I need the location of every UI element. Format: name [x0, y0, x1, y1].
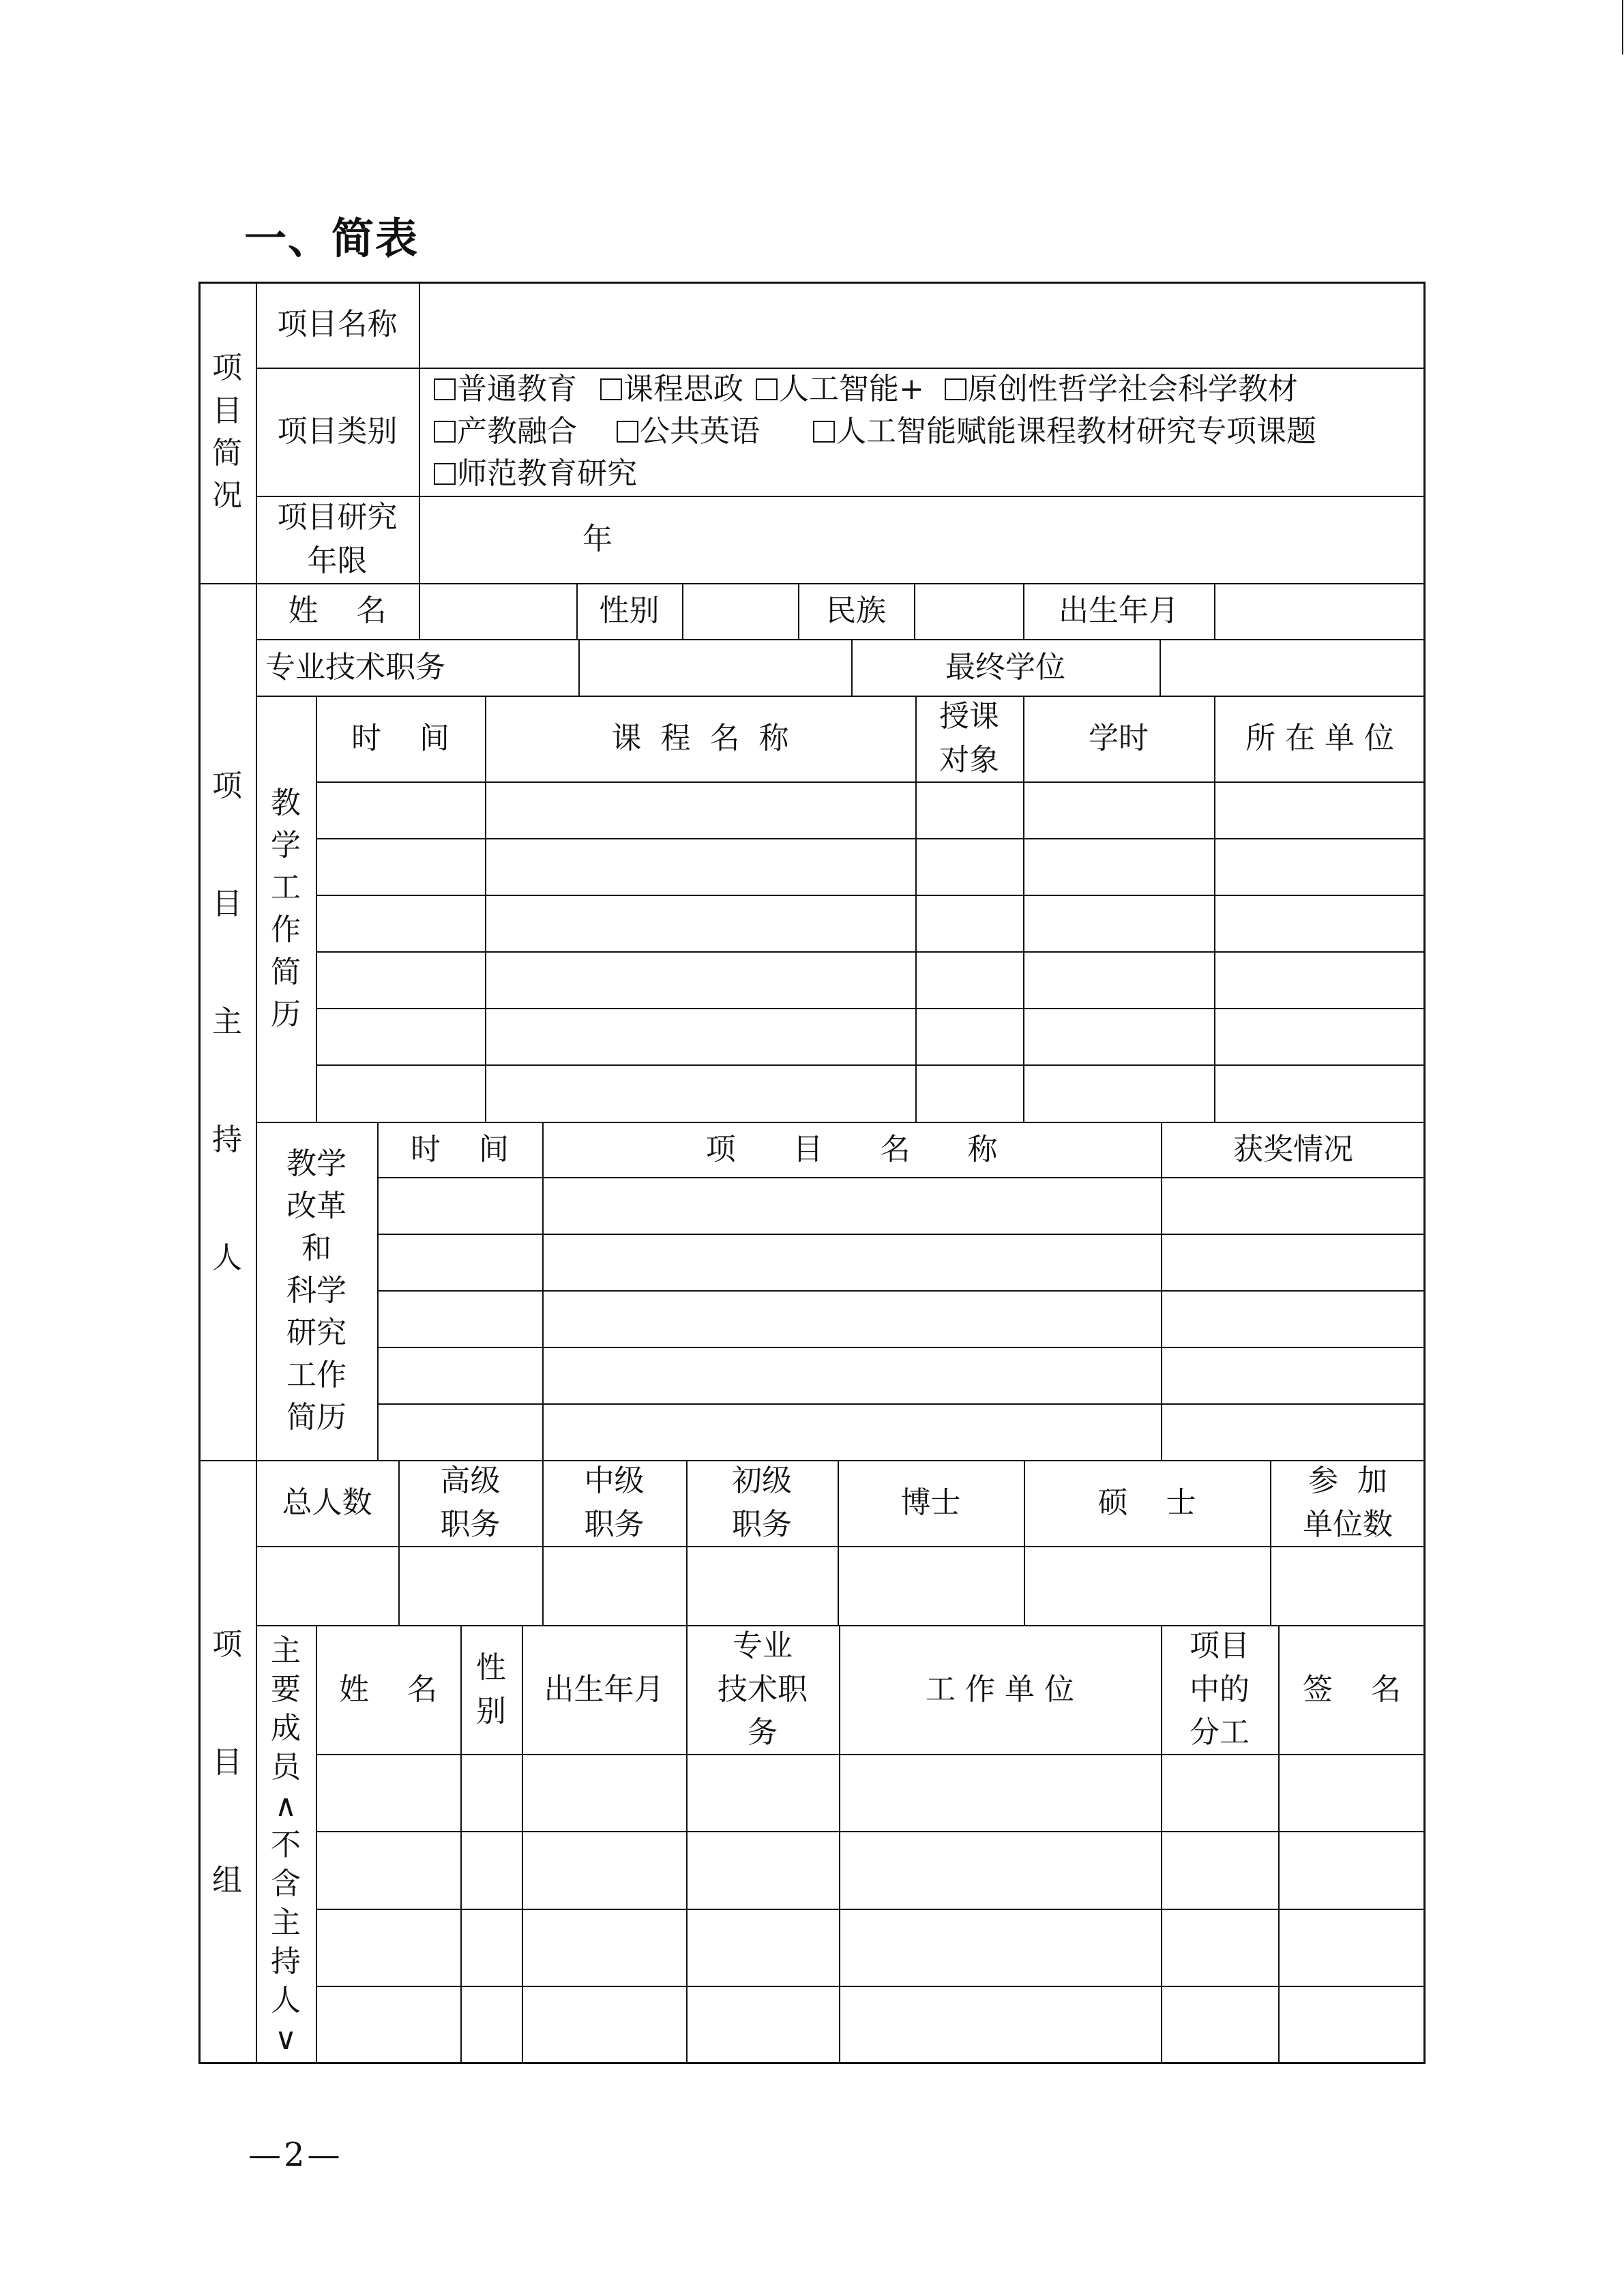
team-master-header: 硕 士: [1097, 1485, 1196, 1521]
side-char: 教: [271, 785, 301, 820]
side-char: 作: [271, 912, 301, 947]
header-line: 项目: [1190, 1628, 1250, 1663]
category-option[interactable]: [434, 414, 577, 449]
teaching-header-time: 时 间: [351, 721, 449, 756]
category-option[interactable]: [600, 372, 743, 406]
side-char: 改革: [286, 1189, 346, 1223]
checkbox[interactable]: [813, 421, 835, 443]
row-line: [316, 1831, 1426, 1832]
row-line: [316, 1008, 1426, 1009]
row-line: [316, 781, 1426, 783]
header-line: 职务: [440, 1507, 501, 1542]
header-line: 技术职: [718, 1671, 808, 1707]
row-line: [256, 1546, 1426, 1547]
header-line: 高级: [440, 1463, 501, 1499]
side-char: 简: [271, 954, 301, 989]
project-name-label: 项目名称: [277, 307, 398, 342]
header-line: 中级: [584, 1463, 645, 1499]
category-option[interactable]: [945, 372, 1298, 406]
host-degree-label: 最终学位: [945, 649, 1065, 685]
header-line: 单位数: [1303, 1507, 1393, 1542]
side-char: ∧: [274, 1788, 297, 1823]
project-category-options: [434, 368, 1426, 495]
side-char: 况: [212, 478, 242, 513]
category-label: 产教融合: [457, 414, 577, 449]
teaching-header-unit: 所 在 单 位: [1245, 721, 1394, 756]
header-line: 对象: [939, 743, 999, 777]
teaching-header-course: 课 程 名 称: [611, 721, 789, 756]
member-header-birth: 出生年月: [544, 1671, 664, 1707]
checkbox[interactable]: [617, 421, 638, 443]
category-option[interactable]: [434, 372, 577, 406]
project-category-label: 项目类别: [277, 414, 398, 449]
side-char: 项: [212, 768, 242, 803]
side-char: 人: [212, 1240, 242, 1275]
side-char: 不: [271, 1827, 301, 1862]
category-option[interactable]: [617, 414, 760, 449]
header-line: 授课: [939, 699, 999, 734]
team-units-header: [1270, 1460, 1426, 1546]
member-header-title: [686, 1625, 839, 1754]
side-char: 目: [212, 1744, 242, 1780]
side-char: 和: [301, 1231, 331, 1266]
host-gender-field[interactable]: [682, 583, 798, 639]
period-unit: 年: [582, 522, 612, 557]
side-char: 项: [212, 351, 242, 386]
checkbox[interactable]: [434, 463, 456, 485]
side-char: 主: [271, 1905, 301, 1940]
member-header-name: 姓 名: [339, 1671, 437, 1707]
checkbox[interactable]: [434, 378, 456, 400]
row-line: [316, 838, 1426, 839]
category-label: 普通教育: [457, 372, 577, 406]
header-line: 性: [476, 1650, 506, 1685]
side-char: 科学: [286, 1273, 346, 1308]
period-label-line: 年限: [307, 543, 368, 578]
category-label: 师范教育研究: [457, 456, 637, 491]
category-label: 人工智能+: [779, 372, 924, 406]
host-gender-label: 性别: [599, 593, 660, 629]
row-line: [377, 1177, 1426, 1178]
category-label: 公共英语: [640, 414, 760, 449]
side-char: 教学: [286, 1146, 346, 1181]
side-char: 学: [271, 827, 301, 863]
side-char: ∨: [274, 2021, 297, 2057]
host-birth-field[interactable]: [1214, 583, 1426, 639]
row-line: [316, 1754, 1426, 1755]
checkbox[interactable]: [756, 378, 778, 400]
teaching-side-label: [256, 696, 316, 1122]
header-line: 职务: [732, 1507, 792, 1542]
host-degree-field[interactable]: [1160, 639, 1426, 696]
row-line: [316, 951, 1426, 953]
member-header-signature: 签 名: [1303, 1671, 1401, 1707]
row-line: [316, 895, 1426, 896]
team-mid-header: [542, 1460, 686, 1546]
side-char: 成: [271, 1710, 301, 1746]
row-line: [377, 1347, 1426, 1348]
host-name-field[interactable]: [419, 583, 576, 639]
team-junior-header: [686, 1460, 838, 1546]
category-label: 原创性哲学社会科学教材: [967, 372, 1298, 406]
team-total-header: 总人数: [282, 1485, 372, 1521]
side-char: 含: [271, 1866, 301, 1901]
row-line: [377, 1234, 1426, 1235]
side-char: 要: [271, 1671, 301, 1707]
category-option[interactable]: [756, 372, 924, 406]
header-line: 参 加: [1308, 1463, 1387, 1499]
header-line: 务: [748, 1715, 778, 1750]
side-char: 员: [271, 1749, 301, 1785]
side-char: 项: [212, 1626, 242, 1662]
checkbox[interactable]: [600, 378, 622, 400]
side-char: 持: [271, 1943, 301, 1979]
research-header-project: 项 目 名 称: [705, 1131, 998, 1167]
row-line: [316, 1909, 1426, 1910]
category-label: 人工智能赋能课程教材研究专项课题: [836, 414, 1316, 449]
member-header-role: [1161, 1625, 1278, 1754]
host-title-field[interactable]: [578, 639, 851, 696]
side-char: 持: [212, 1122, 242, 1157]
side-char: 工作: [286, 1358, 346, 1392]
overview-side-label: [198, 282, 256, 583]
host-birth-label: 出生年月: [1059, 593, 1179, 629]
side-char: 研究: [286, 1315, 346, 1350]
header-line: 分工: [1190, 1715, 1250, 1750]
page-edge-mark: [1622, 0, 1623, 55]
project-name-field[interactable]: [419, 282, 1426, 368]
team-senior-header: [398, 1460, 542, 1546]
header-line: 职务: [584, 1507, 645, 1542]
header-line: 中的: [1190, 1671, 1250, 1707]
side-char: 主: [212, 1004, 242, 1039]
category-label: 课程思政: [623, 372, 743, 406]
side-char: 主: [271, 1632, 301, 1668]
side-char: 简: [212, 436, 242, 471]
section-heading: 一、简表: [244, 213, 419, 263]
category-option[interactable]: [434, 456, 637, 491]
side-char: 目: [212, 393, 242, 428]
host-ethnicity-label: 民族: [826, 593, 886, 629]
checkbox[interactable]: [434, 421, 456, 443]
side-char: 目: [212, 886, 242, 921]
host-side-label: [198, 583, 256, 1460]
member-header-gender: [460, 1625, 522, 1754]
teaching-header-hours: 学时: [1089, 721, 1149, 756]
research-header-time: 时 间: [411, 1131, 509, 1167]
project-period-label: [256, 496, 419, 583]
host-title-label: 专业技术职务: [265, 649, 445, 685]
category-option[interactable]: [813, 414, 1316, 449]
side-char: 人: [271, 1982, 301, 2018]
side-char: 组: [212, 1862, 242, 1898]
row-line: [377, 1290, 1426, 1292]
team-side-label: [198, 1460, 256, 2064]
host-name-label: 姓 名: [288, 593, 387, 629]
side-char: 历: [271, 996, 301, 1032]
side-char: 简历: [286, 1400, 346, 1435]
project-period-field[interactable]: [419, 496, 1426, 583]
team-phd-header: 博士: [900, 1485, 961, 1521]
row-line: [316, 1064, 1426, 1066]
member-header-unit: 工 作 单 位: [926, 1671, 1074, 1707]
research-side-label: [256, 1122, 377, 1460]
period-label-line: 项目研究: [277, 500, 398, 535]
host-ethnicity-field[interactable]: [914, 583, 1023, 639]
members-side-label: [256, 1625, 316, 2064]
row-line: [316, 1986, 1426, 1987]
side-char: 工: [271, 869, 301, 905]
teaching-header-audience: [915, 696, 1023, 781]
page-number: —2—: [248, 2136, 343, 2174]
header-line: 别: [476, 1693, 506, 1729]
header-line: 初级: [732, 1463, 792, 1499]
checkbox[interactable]: [945, 378, 966, 400]
row-line: [377, 1403, 1426, 1405]
header-line: 专业: [733, 1628, 793, 1663]
research-header-award: 获奖情况: [1233, 1131, 1353, 1167]
